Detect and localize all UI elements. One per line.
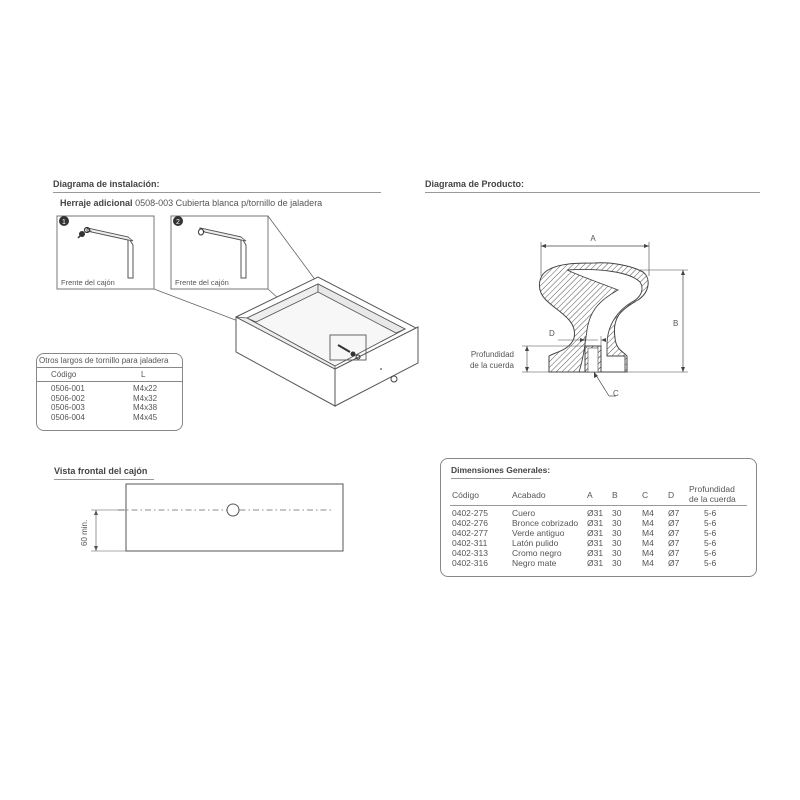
table-row: 0402-316 Negro mate Ø31 30 M4 Ø7 5-6: [452, 558, 717, 568]
screw-header-code: Código: [51, 370, 77, 379]
dim-d-label: D: [549, 329, 555, 338]
table-row: 0402-275 Cuero Ø31 30 M4 Ø7 5-6: [452, 508, 717, 518]
drawer-front-panel: [126, 484, 343, 551]
table-row: 0506-001 M4x22: [51, 384, 158, 393]
dim-header-a: A: [587, 490, 593, 500]
front-view-title: Vista frontal del cajón: [54, 466, 148, 476]
general-dimensions-box: [440, 458, 757, 577]
min-dim-label: 60 min.: [80, 519, 89, 546]
screw-header-length: L: [141, 370, 146, 379]
dim-header-depth: Profundidad de la cuerda: [689, 484, 736, 504]
dim-c-label: C: [613, 389, 619, 398]
dim-b-label: B: [673, 319, 679, 328]
dim-header-finish: Acabado: [512, 490, 546, 500]
dim-header-c: C: [642, 490, 649, 500]
hardware-desc: 0508-003 Cubierta blanca p/tornillo de jaladera: [135, 198, 323, 208]
table-row: 0402-277 Verde antiguo Ø31 30 M4 Ø7 5-6: [452, 528, 717, 538]
table-row: 0506-002 M4x32: [51, 393, 158, 403]
table-row: 0506-003 M4x38: [51, 403, 158, 412]
table-row: 0402-311 Latón pulido Ø31 30 M4 Ø7 5-6: [452, 538, 717, 548]
step-1-number: 1: [62, 219, 66, 226]
dimensions-title: Dimensiones Generales:: [451, 465, 551, 475]
screw-table-title: Otros largos de tornillo para jaladera: [39, 356, 169, 365]
hardware-label: Herraje adicional: [60, 198, 133, 208]
product-title: Diagrama de Producto:: [425, 179, 525, 189]
dim-header-b: B: [612, 490, 618, 500]
table-row: 0402-276 Bronce cobrizado Ø31 30 M4 Ø7 5-6: [452, 518, 717, 528]
install-title: Diagrama de instalación:: [53, 179, 160, 189]
dim-a-label: A: [590, 234, 596, 243]
step-2-number: 2: [176, 219, 180, 226]
general-dimensions-table: [452, 508, 716, 568]
front-label-1: Frente del cajón: [61, 278, 115, 287]
depth-label-1: Profundidad: [470, 350, 514, 359]
depth-label-2: de la cuerda: [469, 361, 514, 370]
dim-header-d: D: [668, 490, 675, 500]
table-row: 0402-313 Cromo negro Ø31 30 M4 Ø7 5-6: [452, 548, 717, 558]
table-row: 0506-004 M4x45: [51, 412, 158, 422]
front-label-2: Frente del cajón: [175, 278, 229, 287]
dim-header-code: Código: [452, 490, 479, 500]
knob-hole: [227, 504, 239, 516]
